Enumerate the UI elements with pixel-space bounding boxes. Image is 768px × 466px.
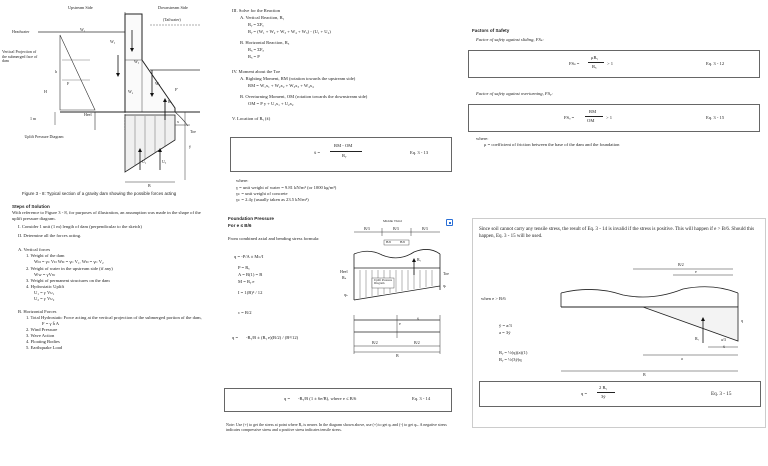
foundation-note: Note: Use (+) to get the stress at point where Rᵧ is nearer. In the diagram shown above, use (+) to get qₜ and (-) to get qₕ. A negative stress indicates compressive stress and a positive stress indicates tensile stress. bbox=[226, 422, 447, 432]
uplift-label: Uplift Pressure Diagram bbox=[24, 134, 64, 139]
solve-line-3: Rᵧ = (W₁ + W₂ + W₃ + W₄ + W₅) - (U₁ + U₂) bbox=[248, 29, 331, 34]
fp-ry: Rᵧ bbox=[417, 257, 421, 262]
fp-qt: qₜ bbox=[443, 283, 446, 288]
symbol-h: H bbox=[44, 89, 47, 94]
overturning-rhs: > 1 bbox=[606, 115, 613, 120]
steps-section bbox=[12, 204, 210, 351]
invalid-case-panel bbox=[472, 218, 766, 428]
moment-line-3: B. Overturning Moment, OM (rotation towards the downstream side) bbox=[240, 94, 368, 99]
solve-panel bbox=[222, 2, 454, 207]
figure-caption: Figure 3 - 8: Typical section of a gravity dam showing the possible forces acting bbox=[22, 191, 177, 196]
vf-line-8: U₂ = γ Vᴜ₂ bbox=[34, 295, 55, 301]
inv-b: B bbox=[643, 372, 646, 377]
overturning-lhs: FSₒ = bbox=[564, 115, 575, 120]
sliding-rhs: > 1 bbox=[607, 61, 614, 66]
symbol-w3: W₃ bbox=[134, 59, 140, 64]
safety-panel bbox=[466, 22, 766, 157]
triangular-pressure-diagram bbox=[553, 263, 753, 383]
expand-icon[interactable] bbox=[446, 219, 453, 226]
safety-title: Factors of Safety bbox=[472, 28, 510, 33]
invalid-line-2: a = 3ȳ bbox=[499, 330, 511, 335]
symbol-f-prime: F' bbox=[175, 87, 178, 92]
upstream-label: Upstream Side bbox=[68, 5, 93, 10]
fp-heel: Heel bbox=[340, 269, 348, 274]
foundation-text: From combined axial and bending stress formula: bbox=[228, 236, 320, 241]
inv-e: e bbox=[695, 269, 697, 274]
sliding-label: Factor of safety against sliding, FSₛ: bbox=[476, 37, 544, 42]
formula-m: M = Rᵧ e bbox=[238, 279, 255, 284]
invalid-eq-number: Eq. 3 - 15 bbox=[711, 391, 732, 397]
location-eq-lhs: x̄ = bbox=[314, 150, 321, 155]
symbol-u2: U₂ bbox=[162, 159, 167, 164]
symbol-ry: Rᵧ bbox=[168, 99, 172, 104]
hf-line-4: 3. Wave Action bbox=[26, 333, 55, 339]
steps-heading: Steps of Solution bbox=[12, 204, 50, 209]
symbol-u1: U₁ bbox=[142, 159, 147, 164]
fp-b: B bbox=[396, 353, 399, 358]
symbol-x: x bbox=[177, 119, 179, 124]
inv-a: a bbox=[681, 356, 683, 361]
fp-b6b: B/6 bbox=[400, 240, 406, 244]
dam-figure-panel bbox=[0, 0, 215, 466]
hf-line-1: 1. Total Hydrostatic Force acting at the vertical projection of the submerged portion of the dam, bbox=[26, 314, 202, 320]
toe-label: Toe bbox=[190, 129, 196, 134]
dam-section-diagram bbox=[0, 0, 212, 195]
location-eq-den: Rᵧ bbox=[342, 153, 347, 158]
symbol-1m: 1 m bbox=[30, 116, 37, 121]
sliding-lhs: FSₛ = bbox=[569, 61, 580, 66]
solve-line-6: Rₓ = P bbox=[248, 54, 260, 59]
symbol-w4: W₄ bbox=[155, 81, 161, 86]
headwater-label: Headwater bbox=[12, 29, 30, 34]
inv-ry: Rᵧ bbox=[695, 336, 699, 341]
vf-line-4: Wᴡ = γVᴡ bbox=[34, 271, 56, 277]
moment-line-1: A. Righting Moment, RM (rotation towards the upstream side) bbox=[240, 76, 356, 81]
tailwater-label: (Tailwater) bbox=[163, 17, 181, 22]
location-eq-number: Eq. 3 - 13 bbox=[410, 150, 429, 155]
vf-line-1: 1. Weight of the dam bbox=[26, 253, 65, 259]
fp-qh: qₕ bbox=[344, 292, 348, 297]
invalid-line-3: Rᵧ = ½(q)(a)(1) bbox=[499, 350, 528, 355]
vf-line-5: 3. Weight of permanent structures on the dam bbox=[26, 277, 110, 283]
invalid-eq-lhs: q = bbox=[581, 391, 588, 396]
formula-c: c = B/2 bbox=[238, 310, 252, 315]
invalid-eq-fraction-bar bbox=[597, 392, 615, 393]
solve-line-5: Rₓ = ΣFₓ bbox=[248, 47, 264, 52]
steps-item-2: II. Determine all the forces acting. bbox=[18, 233, 82, 239]
solve-where-1: γ = unit weight of water = 9.81 kN/m³ (or 1000 kg/m³) bbox=[236, 185, 337, 190]
vf-line-3: 2. Weight of water in the upstream side (if any) bbox=[26, 265, 113, 271]
fp-b3b: B/3 bbox=[393, 226, 399, 231]
invalid-eq-den: 3ȳ bbox=[601, 394, 606, 399]
symbol-h-small: h bbox=[55, 69, 57, 74]
invalid-eq-num: 2 Rᵧ bbox=[599, 385, 607, 390]
symbol-w5: W₅ bbox=[128, 89, 134, 94]
inv-a3: a/3 bbox=[721, 337, 726, 342]
fp-b2a: B/2 bbox=[372, 340, 378, 345]
vertical-forces-title: A. Vertical forces bbox=[18, 247, 51, 253]
overturning-den: OM bbox=[587, 118, 595, 123]
final-eq-text: -Rᵧ/B (1 ± 6e/B), where e ≤ B/6 bbox=[298, 396, 357, 401]
vf-line-2: Wᴅ = γᴄ Vᴅ Wᴅ = γᴄ V₁, Wᴅ = γᴄ V₂ bbox=[34, 259, 104, 265]
invalid-line-1: ȳ = a/3 bbox=[499, 323, 512, 328]
moment-line-2: RM = W₁x₁ + W₂x₂ + W₃x₃ + W₄x₄ bbox=[248, 83, 314, 88]
fp-rh: Rₕ bbox=[342, 275, 347, 280]
formula-i: I = 1(B)³ / 12 bbox=[238, 290, 263, 295]
hf-line-3: 2. Wind Pressure bbox=[26, 327, 58, 333]
overturning-eq-number: Eq. 3 - 15 bbox=[706, 115, 725, 120]
invalid-line-4: Rᵧ = ½(3ȳ)q bbox=[499, 357, 522, 362]
fp-uplift: Uplift Pressure Diagram bbox=[374, 278, 393, 286]
inv-x: x̄ bbox=[723, 344, 725, 349]
foundation-subtitle: For e ≤ B/6 bbox=[228, 223, 252, 228]
fp-toe: Toe bbox=[443, 271, 449, 276]
location-title: V. Location of Rᵧ (x̄) bbox=[232, 116, 271, 121]
solve-line-1: A. Vertical Reaction, Rᵧ bbox=[240, 15, 284, 20]
foundation-pressure-diagram bbox=[344, 220, 449, 360]
overturning-fraction-bar bbox=[585, 116, 603, 117]
fp-middle-third: Middle Third bbox=[383, 219, 402, 223]
hf-line-2: F = γ h̄ A bbox=[42, 321, 60, 326]
heel-label: Heel bbox=[84, 112, 92, 117]
fp-x: x̄ bbox=[417, 316, 419, 321]
vf-line-7: U₁ = γ Vᴜ₁ bbox=[34, 289, 55, 295]
safety-where-line: μ = coefficient of friction between the base of the dam and the foundation bbox=[484, 142, 620, 147]
hf-line-6: 5. Earthquake Load bbox=[26, 345, 63, 351]
horizontal-forces-title: B. Horizontal Forces bbox=[18, 308, 57, 314]
downstream-label: Downstream Side bbox=[158, 5, 188, 10]
sliding-den: Rₓ bbox=[592, 64, 597, 69]
steps-intro: With reference to Figure 3 - 8, for purposes of illustration, an assumption was made in the shape of the uplift pressure diagram. bbox=[12, 210, 201, 222]
invalid-where: when e > B/6 bbox=[481, 296, 506, 301]
formula-p: P = Rᵧ bbox=[238, 265, 250, 270]
solve-line-4: B. Horizontal Reaction, Rₓ bbox=[240, 40, 290, 45]
solve-line-2: Rᵧ = ΣFᵧ bbox=[248, 22, 264, 27]
sliding-num: μRᵧ bbox=[591, 55, 598, 60]
sliding-fraction-bar bbox=[588, 62, 604, 63]
solve-where-2: γᴄ = unit weight of concrete bbox=[236, 191, 288, 196]
final-eq-lhs: q = bbox=[284, 396, 291, 401]
fp-b6a: B/6 bbox=[386, 240, 392, 244]
sliding-eq-number: Eq. 3 - 12 bbox=[706, 61, 725, 66]
inv-b2: B/2 bbox=[678, 262, 684, 267]
solve-title: III. Solve for the Reaction bbox=[232, 8, 281, 13]
hf-line-5: 4. Floating Bodies bbox=[26, 339, 60, 345]
solve-where-title: where: bbox=[236, 178, 249, 183]
vf-line-6: 4. Hydrostatic Uplift bbox=[26, 283, 65, 289]
symbol-b: B bbox=[148, 183, 151, 188]
location-eq-num: RM - OM bbox=[334, 143, 353, 148]
invalid-text: Since soil cannot carry any tensile stress, the result of Eq. 3 - 14 is invalid if the stress is positive. This will happen if e > B/6. Should this happen, Eq. 3 - 15 will be used. bbox=[479, 227, 755, 239]
inv-q: q bbox=[741, 318, 743, 323]
formula-a: A = B(1) = B bbox=[238, 272, 263, 277]
fp-b2b: B/2 bbox=[414, 340, 420, 345]
solve-where-3: γᴄ = 2.4γ (usually taken as 23.5 kN/m³) bbox=[236, 197, 309, 202]
safety-where-title: where: bbox=[476, 136, 489, 141]
fp-b3c: B/3 bbox=[422, 226, 428, 231]
vertical-projection-label: Vertical Projection of the submerged face of dam bbox=[2, 49, 38, 64]
symbol-ybar: ȳ bbox=[189, 144, 191, 149]
foundation-title: Foundation Pressure bbox=[228, 216, 274, 221]
symbol-f: F bbox=[67, 81, 70, 86]
symbol-w1: W₁ bbox=[80, 27, 86, 32]
steps-item-1: I. Consider 1 unit (1 m) length of dam (perpendicular to the sketch) bbox=[18, 224, 142, 230]
overturning-label: Factor of safety against overturning, FSₒ: bbox=[476, 91, 553, 96]
location-eq-fraction-bar bbox=[330, 151, 362, 152]
expand-icon-dot bbox=[449, 222, 451, 224]
fp-b3a: B/3 bbox=[364, 226, 370, 231]
q-eq-text: -Rᵧ/B ± (Rᵧ e)(B/2) / (B³/12) bbox=[246, 335, 299, 340]
final-eq-number: Eq. 3 - 14 bbox=[412, 396, 431, 401]
q-eq-lhs: q = bbox=[232, 335, 239, 340]
moment-line-4: OM = P y + U₁x₁ + U₂x₂ bbox=[248, 101, 294, 106]
foundation-equation-panel bbox=[222, 382, 454, 464]
moment-title: IV. Moment about the Toe bbox=[232, 69, 281, 74]
foundation-panel bbox=[222, 214, 454, 378]
symbol-w2: W₂ bbox=[110, 39, 116, 44]
fp-e: e bbox=[399, 321, 401, 326]
overturning-num: RM bbox=[589, 109, 597, 114]
formula-q: q = -P/A ± Mc/I bbox=[234, 254, 264, 259]
